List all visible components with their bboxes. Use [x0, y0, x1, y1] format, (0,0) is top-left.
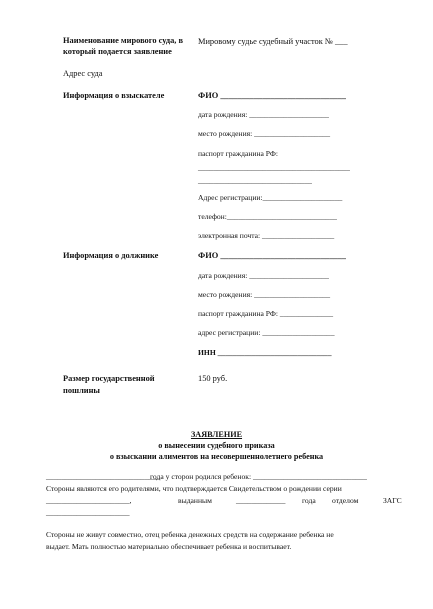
- p1-line3-issued: выданным: [178, 496, 212, 505]
- debtor-fio: ФИО ______________________________: [198, 251, 346, 260]
- fee-label-line2: пошлины: [63, 386, 100, 395]
- claimant-birth-date: дата рождения: _____________________: [198, 110, 329, 119]
- claimant-reg-address: Адрес регистрации:_____________________: [198, 193, 343, 202]
- claimant-passport-label: паспорт гражданина РФ:: [198, 149, 279, 158]
- fee-label-line1: Размер государственной: [63, 374, 155, 383]
- debtor-passport: паспорт гражданина РФ: ______________: [198, 309, 334, 318]
- court-label-line1: Наименование мирового суда, в: [63, 36, 184, 45]
- fee-value: 150 руб.: [198, 374, 228, 383]
- claimant-fio: ФИО ______________________________: [198, 91, 346, 100]
- claimant-label: Информация о взыскателе: [63, 91, 165, 100]
- court-label-line2: который подается заявление: [63, 47, 172, 56]
- statement-subtitle-1: о вынесении судебного приказа: [158, 441, 275, 450]
- claimant-passport-line2: ______________________________: [198, 176, 312, 185]
- court-value: Мировому судье судебный участок № ___: [198, 37, 348, 46]
- claimant-phone: телефон:_____________________________: [198, 212, 337, 221]
- claimant-passport-line1: ________________________________________: [198, 163, 350, 172]
- p1-line3-zags: ЗАГС: [383, 496, 402, 505]
- p1-line1-text: года у сторон родился ребенок: ______________________________: [150, 472, 367, 481]
- p2-line1: Стороны не живут совместно, отец ребенка денежных средств на содержание ребенка не: [46, 530, 334, 539]
- debtor-birth-date: дата рождения: _____________________: [198, 271, 329, 280]
- claimant-birth-place: место рождения: ____________________: [198, 129, 331, 138]
- p1-line3-year: года: [302, 496, 316, 505]
- p2-line2: выдает. Мать полностью материально обеспечивает ребенка и воспитывает.: [46, 542, 292, 551]
- claimant-email: электронная почта: ___________________: [198, 231, 335, 240]
- p1-line3-blank: ______________________,: [46, 496, 132, 505]
- debtor-birth-place: место рождения: ____________________: [198, 290, 331, 299]
- p1-line2: Стороны являются его родителями, что подтверждается Свидетельством о рождении серии: [46, 484, 342, 493]
- p1-line3-dept: отделом: [332, 496, 359, 505]
- statement-title: ЗАЯВЛЕНИЕ: [190, 430, 243, 439]
- p1-line4: ______________________: [46, 508, 130, 517]
- debtor-inn: ИНН ______________________________: [198, 348, 332, 357]
- court-address-label: Адрес суда: [63, 69, 103, 78]
- p1-line3-date-blank: _____________: [236, 496, 286, 505]
- p1-line1-blank: ______________________________: [46, 472, 160, 481]
- debtor-reg-address: адрес регистрации: ___________________: [198, 328, 335, 337]
- statement-subtitle-2: о взыскании алиментов на несовершеннолетнего ребенка: [109, 452, 324, 461]
- debtor-label: Информация о должнике: [63, 251, 159, 260]
